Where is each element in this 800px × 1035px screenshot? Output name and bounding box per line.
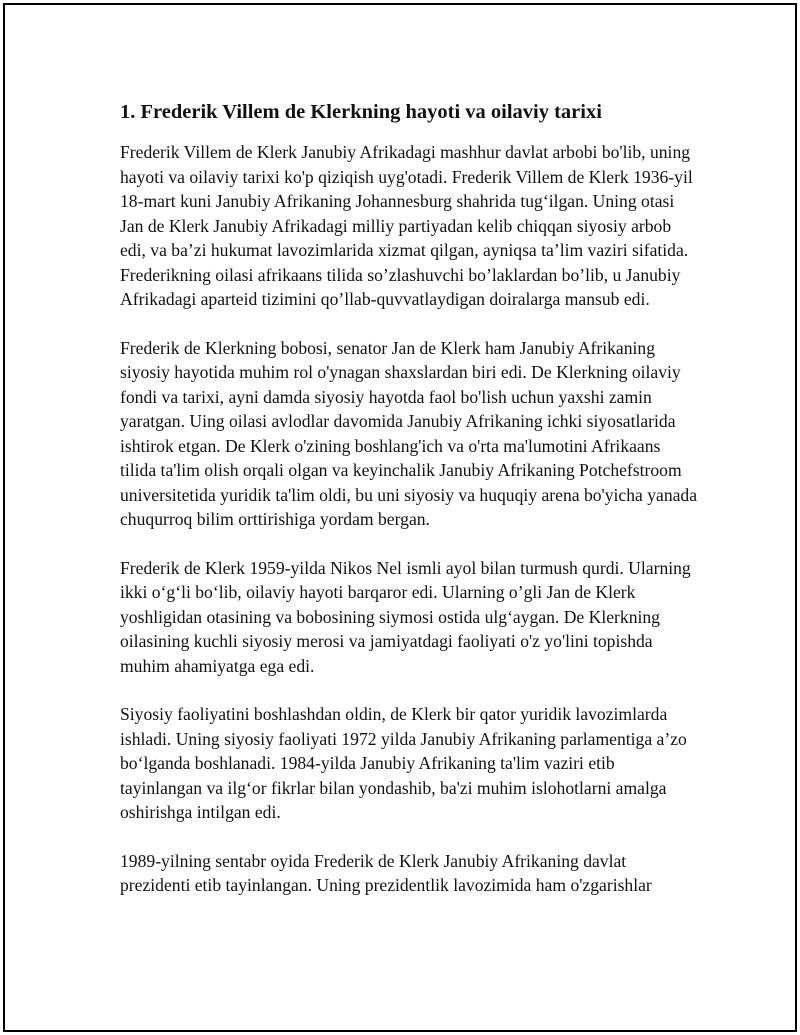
paragraph: Frederik de Klerkning bobosi, senator Jan de Klerk ham Janubiy Afrikaning siyosiy hayotida muhim rol o'ynagan shaxslardan biri edi. De Klerkning oilaviy fondi va tarixi, ayni damda siyosiy hayotda faol bo'lish uchun yaxshi zamin yaratgan. Uing oilasi avlodlar davomida Janubiy Afrikaning ichki siyosatlarida ishtirok etgan. De Klerk o'zining boshlang'ich va o'rta ma'lumotini Afrikaans tilida ta'lim olish orqali olgan va keyinchalik Janubiy Afrikaning Potchefstroom universitetida yuridik ta'lim oldi, bu uni siyosiy va huquqiy arena bo'yicha yanada chuqurroq bilim orttirishiga yordam bergan. (120, 337, 698, 529)
page-frame (3, 3, 797, 1032)
paragraph: Siyosiy faoliyatini boshlashdan oldin, de Klerk bir qator yuridik lavozimlarda ishladi. Uning siyosiy faoliyati 1972 yilda Janubiy Afrikaning parlamentiga a’zo bo‘lganda boshlanadi. 1984-yilda Janubiy Afrikaning ta'lim vaziri etib tayinlangan va ilg‘or fikrlar bilan yondashib, ba'zi muhim islohotlarni amalga oshirishga intilgan edi. (120, 704, 687, 822)
document-title: 1. Frederik Villem de Klerkning hayoti va oilaviy tarixi (120, 101, 602, 123)
document-body (120, 98, 700, 922)
paragraph: 1989-yilning sentabr oyida Frederik de Klerk Janubiy Afrikaning davlat prezidenti etib tayinlangan. Uning prezidentlik lavozimida ham o'zgarishlar (120, 850, 652, 895)
paragraph: Frederik de Klerk 1959-yilda Nikos Nel ismli ayol bilan turmush qurdi. Ularning ikki o‘g‘li bo‘lib, oilaviy hayoti barqaror edi. Ularning o’gli Jan de Klerk yoshligidan otasining va bobosining siymosi ostida ulg‘aygan. De Klerkning oilasining kuchli siyosiy merosi va jamiyatdagi faoliyati o'z yo'lini topishda muhim ahamiyatga ega edi. (120, 557, 691, 676)
paragraph: Frederik Villem de Klerk Janubiy Afrikadagi mashhur davlat arbobi bo'lib, uning hayoti va oilaviy tarixi ko'p qiziqish uyg'otadi. Frederik Villem de Klerk 1936-yil 18-mart kuni Janubiy Afrikaning Johannesburg shahrida tug‘ilgan. Uning otasi Jan de Klerk Janubiy Afrikadagi milliy partiyadan kelib chiqqan siyosiy arbob edi, va ba’zi hukumat lavozimlarida xizmat qilgan, ayniqsa ta’lim vaziri sifatida. Frederikning oilasi afrikaans tilida so’zlashuvchi bo’laklardan bo’lib, u Janubiy Afrikadagi aparteid tizimini qo’llab-quvvatlaydigan doiralarga mansub edi. (120, 142, 693, 309)
